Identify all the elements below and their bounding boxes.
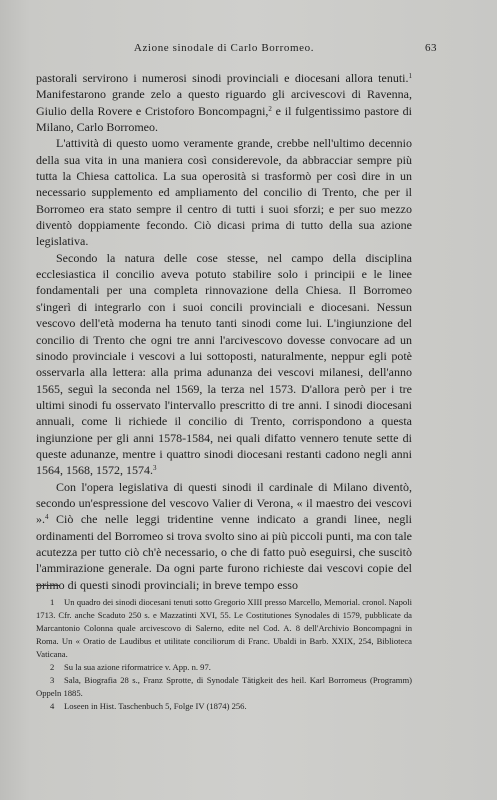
footnote-ref-4[interactable]: 4 [45,513,49,522]
footnote-3: 3 Sala, Biografia 28 s., Franz Sprotte, di Synodale Tätigkeit des heil. Karl Borromeus (Programm) Oppeln 1885. [36,675,412,698]
footnote-ref-2[interactable]: 2 [268,104,272,113]
paragraph-4: Con l'opera legislativa di questi sinodi il cardinale di Milano diventò, secondo un'espressione del vescovo Valier di Verona, « il maestro dei vescovi ».$^4$ Ciò che nelle leggi tridentine venne indicato a grandi linee, negli ordinamenti del Borromeo si trova svolto sino ai più piccoli punti, ma con tale acutezza per tutto ciò ch'è necessario, o che di fatto può eseguirsi, che suscitò l'ammirazione generale. Da ogni parte furono richieste dai vescovi copie del primo di questi sinodi provinciali; in breve tempo esso [36,479,412,592]
footnote-2: 2 Su la sua azione riformatrice v. App. n. 97. [50,662,211,672]
footnote-ref-3[interactable]: 3 [153,464,157,473]
footnote-ref-1[interactable]: 1 [408,72,412,80]
paragraph-2: L'attività di questo uomo veramente grande, crebbe nell'ultimo decennio della sua vita in una maniera così considerevole, da abbracciar sempre più tutta la Chiesa cattolica. La sua operosità si trasformò per così dire in un necessario supplemento ed ampliamento del concilio di Trento, che per il Borromeo era stato sempre il centro di tutti i suoi sforzi; e per suo mezzo diventò doppiamente fecondo. Ciò dicasi prima di tutto della sua azione legislativa. [36,136,412,249]
footnotes [36,596,412,713]
footnote-divider [36,585,60,586]
footnote-4: 4 Loseen in Hist. Taschenbuch 5, Folge IV (1874) 256. [50,701,247,711]
main-text [36,70,412,593]
running-title: Azione sinodale di Carlo Borromeo. [133,42,315,54]
page-number: 63 [425,42,437,54]
footnote-1: 1 Un quadro dei sinodi diocesani tenuti sotto Gregorio XIII presso Marcello, Memorial. cronol. Napoli 1713. Cfr. anche Scaduto 250 s. e Mazzatinti XVI, 55. Le Costitutiones Synodales di 1579, pubblicate da Marcantonio Colonna quale arcivescovo di Salerno, edite nel Cod. A. 8 dell'Archivio Boncompagni in Roma. Un « Oratio de Laudibus et utilitate conciliorum di Franc. Ubaldi in Barb. XXIX, 254, Biblioteca Vaticana. [36,597,412,659]
paragraph-1: pastorali servirono i numerosi sinodi provinciali e diocesani allora tenuti.$^1$ Manifestarono grande zelo a questo riguardo gli arcivescovi di Ravenna, Giulio della Rovere e Cristoforo Boncompagni,$^2$ e il fulgentissimo pastore di Milano, Carlo Borromeo. [36,71,413,135]
paragraph-3: Secondo la natura delle cose stesse, nel campo della disciplina ecclesiastica il concilio aveva potuto stabilire solo i principii e le linee fondamentali per una completa rinnovazione della Chiesa. Il Borromeo s'ingerì di integrarlo con i suoi concili provinciali e diocesani. Nessun vescovo dell'età moderna ha tenuto tanti sinodi come lui. L'ingiunzione del concilio di Trento che ogni tre anni l'arcivescovo dovesse convocare ad un sinodo provinciale i vescovi a lui sottoposti, naturalmente, neppur egli potè osservarla alla lettera: alla prima adunanza dei vescovi milanesi, dell'anno 1565, seguì la seconda nel 1569, la terza nel 1573. D'allora però per i tre ultimi sinodi fu osservato l'intervallo prescritto di tre anni. I sinodi diocesani annuali, come li richiede il concilio di Trento, corrispondono a questa ingiunzione per gli anni 1578-1584, nei quali difatto vennero tenute sette di queste adunanze, mentre i quattro sinodi diocesani restanti cadono negli anni 1564, 1568, 1572, 1574.$^3$ [36,250,412,478]
